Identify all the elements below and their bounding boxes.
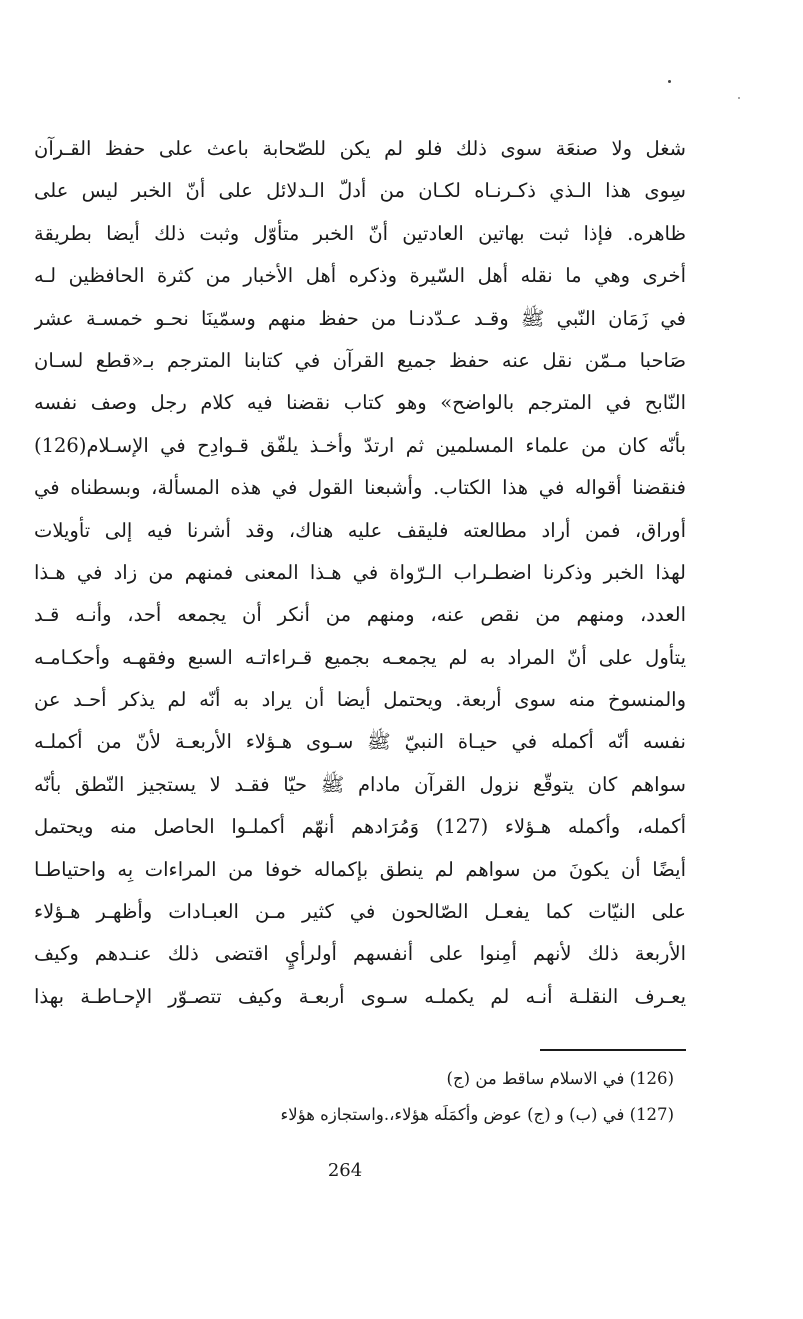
text-line: العدد، ومنهم من نقص عنه، ومنهم من أنكر أن يجمعه أحد، وأنـه قـد (34, 603, 686, 627)
body-text (34, 128, 686, 1018)
scan-speck (668, 80, 671, 83)
text-line: يتأول على أنّ المراد به لم يجمعـه بجميع قـراءاتـه السبع وفقهـه وأحكـامـه (34, 645, 686, 669)
page-number: 264 (327, 1160, 363, 1181)
footnote-127: (127) في (ب) و (ج) عوض وأكمَلَه هؤلاء،.واستجازه هؤلاء (280, 1105, 674, 1124)
text-line: أكمله، وأكمله هـؤلاء (127) وَمُرَادهم أنهّم أكملـوا الحاصل منه ويحتمل (34, 815, 686, 839)
scan-speck (738, 97, 740, 99)
text-line: صَاحبا مـمّن نقل عنه حفظ جميع القرآن في كتابنا المترجم بـ«قطع لسـان (34, 348, 686, 372)
text-line: أوراق، فمن أراد مطالعته فليقف عليه هناك، وقد أشرنا فيه إلى تأويلات (34, 518, 686, 542)
text-line: على النيّات كما يفعـل الصّالحون في كثير مـن العبـادات وأظهـر هـؤلاء (34, 900, 686, 924)
text-line: والمنسوخ منه سوى أربعة. ويحتمل أيضا أن يراد به أنّه لم يذكر أحـد عن (34, 688, 686, 712)
text-line: بأنّه كان من علماء المسلمين ثم ارتدّ وأخـذ يلفّق قـوادِح في الإسـلام(126) (34, 433, 686, 457)
text-line: يعـرف النقلـة أنـه لم يكملـه سـوى أربعـة وكيف تتصـوّر الإحـاطـة بهذا (34, 984, 686, 1008)
text-line: ظاهره. فإذا ثبت بهاتين العادتين أنّ الخبر متأوّل وثبت ذلك أيضا بطريقة (34, 221, 686, 245)
text-line: النّابح في المترجم بالواضح» وهو كتاب نقضنا فيه كلام رجل وصف نفسه (34, 391, 686, 415)
text-line: لهذا الخبر وذكرنا اضطـراب الـرّواة في هـذا المعنى فمنهم من زاد في هـذا (34, 560, 686, 584)
text-line: في زَمَان النّبي ﷺ وقـد عـدّدنـا من حفظ منهم وسمّينَا نحـو خمسـة عشر (34, 306, 686, 330)
text-line: أخرى وهي ما نقله أهل السّيرة وذكره أهل الأخبار من كثرة الحافظين لـه (34, 264, 686, 288)
footnotes (34, 1061, 674, 1133)
text-line: نفسه أنّه أكمله في حيـاة النبيّ ﷺ سـوى هـؤلاء الأربعـة لأنّ من أكملـه (34, 730, 686, 754)
text-line: سواهم كان يتوقّع نزول القرآن مادام ﷺ حيّا فقـد لا يستجيز النّطق بأنّه (34, 772, 686, 796)
footnote-separator (540, 1049, 686, 1051)
text-line: سِوى هذا الـذي ذكـرنـاه لكـان من أدلّ الـدلائل على أنّ الخبر ليس على (34, 179, 686, 203)
text-line: أيضًا أن يكونَ من سواهم لم ينطق بإكماله خوفا من المراءات بِه واحتياطـا (34, 857, 686, 881)
text-line: الأربعة ذلك لأنهم أمِنوا على أنفسهم أولرأيٍ اقتضى ذلك عنـدهم وكيف (34, 942, 686, 966)
text-line: فنقضنا أقواله في هذا الكتاب. وأشبعنا القول في هذه المسألة، وبسطناه في (34, 476, 686, 500)
footnote-126: (126) في الاسلام ساقط من (ج) (446, 1069, 674, 1088)
text-line: شغل ولا صنعَة سوى ذلك فلو لم يكن للصّحابة باعث على حفظ القـرآن (34, 137, 686, 160)
